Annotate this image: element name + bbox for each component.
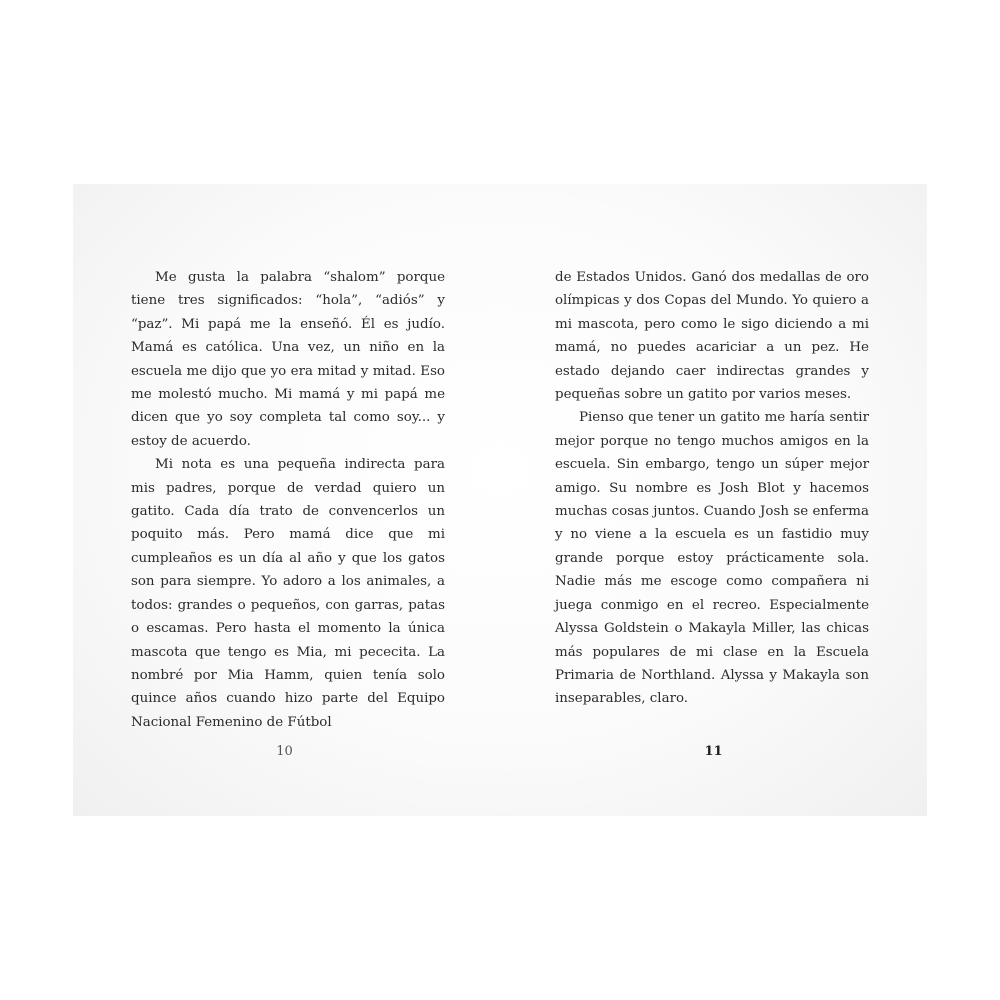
paragraph: Pienso que tener un gatito me haría sentir mejor porque no tengo muchos amigos en la escuela. Sin embargo, tengo un súper mejor amigo. Su nombre es Josh Blot y hacemos muchas cosas juntos. Cuando Josh se enferma y no viene a la escuela es un fastidio muy grande porque estoy prácticamente sola. Nadie más me escoge como compañera ni juega conmigo en el recreo. Especialmente Alyssa Goldstein o Makayla Miller, las chicas más populares de mi clase en la Escuela Primaria de Northland. Alyssa y Makayla son inseparables, claro. <box>555 410 869 707</box>
right-page-text <box>555 266 869 711</box>
left-page-text <box>131 266 445 734</box>
page-number-left: 10 <box>276 744 293 759</box>
paragraph: Mi nota es una pequeña indirecta para mis padres, porque de verdad quiero un gatito. Cada día trato de convencerlos un poquito más. Pero mamá dice que mi cumpleaños es un día al año y que los gatos son para siempre. Yo adoro a los animales, a todos: grandes o pequeños, con garras, patas o escamas. Pero hasta el momento la única mascota que tengo es Mia, mi pececita. La nombré por Mia Hamm, quien tenía solo quince años cuando hizo parte del Equipo Nacional Femenino de Fútbol <box>131 457 445 730</box>
paragraph: Me gusta la palabra “shalom” porque tiene tres significados: “hola”, “adiós” y “paz”. Mi papá me la enseñó. Él es judío. Mamá es católica. Una vez, un niño en la escuela me dijo que yo era mitad y mitad. Eso me molestó mucho. Mi mamá y mi papá me dicen que yo soy completa tal como soy... y estoy de acuerdo. <box>131 270 445 449</box>
right-page <box>500 184 927 816</box>
left-page <box>73 184 500 816</box>
page-number-right: 11 <box>704 744 723 759</box>
book-spread <box>73 184 927 816</box>
paragraph: de Estados Unidos. Ganó dos medallas de oro olímpicas y dos Copas del Mundo. Yo quiero a mi mascota, pero como le sigo diciendo a mi mamá, no puedes acariciar a un pez. He estado dejando caer indirectas grandes y pequeñas sobre un gatito por varios meses. <box>555 270 869 403</box>
